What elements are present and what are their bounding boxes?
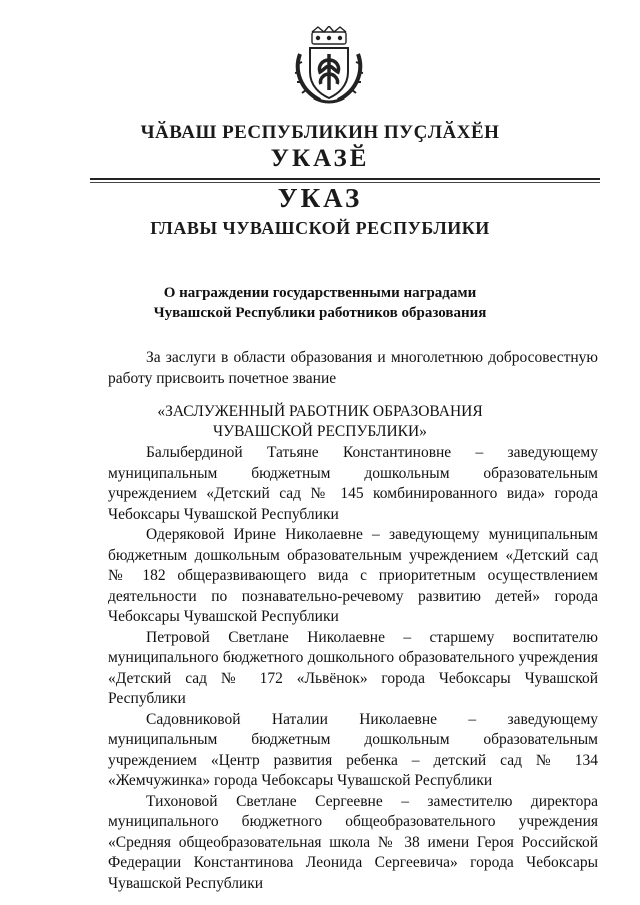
recipient-paragraph: Петровой Светлане Николаевне – старшему воспитателю муниципального бюджетного дошкольного образовательного учреждения «Детский сад № 172 «Львёнок» города Чебоксары Чувашской Республики xyxy=(108,628,598,707)
header-russian-line1: УКАЗ xyxy=(277,183,363,213)
award-title-line2: ЧУВАШСКОЙ РЕСПУБЛИКИ» xyxy=(213,423,427,440)
header-chuvash-line1: ЧӐВАШ РЕСПУБЛИКИН ПУҪЛӐХӖН xyxy=(140,122,500,143)
recipient-paragraph: Садовниковой Наталии Николаевне – заведующему муниципальным бюджетным дошкольным образовательным учреждением «Центр развития ребенка – детский сад № 134 «Жемчужинка» города Чебоксары Чувашской Республики xyxy=(108,710,598,789)
coat-of-arms-emblem xyxy=(290,26,368,106)
document-title xyxy=(120,283,520,323)
award-title xyxy=(120,402,520,442)
document-title-line1: О награждении государственными наградами xyxy=(163,285,477,301)
recipients-list xyxy=(108,443,598,894)
document-title-line2: Чувашской Республики работников образования xyxy=(153,305,487,321)
intro-text: За заслуги в области образования и многолетнюю добросовестную работу присвоить почетное звание xyxy=(108,349,598,387)
recipient-paragraph: Одеряковой Ирине Николаевне – заведующему муниципальным бюджетным дошкольным образовательным учреждением «Детский сад № 182 общеразвивающего вида с приоритетным осуществлением деятельности по познавательно-речевому развитию детей» города Чебоксары Чувашской Республики xyxy=(108,526,598,625)
recipient-paragraph: Балыбердиной Татьяне Константиновне – заведующему муниципальным бюджетным дошкольным образовательным учреждением «Детский сад № 145 комбинированного вида» города Чебоксары Чувашской Республики xyxy=(108,444,598,523)
intro-paragraph xyxy=(108,347,598,389)
header-chuvash-line2: УКАЗӖ xyxy=(270,145,370,172)
crown-icon xyxy=(312,26,346,44)
recipient-paragraph: Тихоновой Светлане Сергеевне – заместителю директора муниципального бюджетного общеобразовательного учреждения «Средняя общеобразовательная школа № 38 имени Героя Российской Федерации Константинова Леонида Сергеевича» города Чебоксары Чувашской Республики xyxy=(108,792,598,892)
award-title-line1: «ЗАСЛУЖЕННЫЙ РАБОТНИК ОБРАЗОВАНИЯ xyxy=(157,403,483,420)
header-divider-thick xyxy=(90,178,600,180)
header-russian-line2: ГЛАВЫ ЧУВАШСКОЙ РЕСПУБЛИКИ xyxy=(150,218,490,238)
